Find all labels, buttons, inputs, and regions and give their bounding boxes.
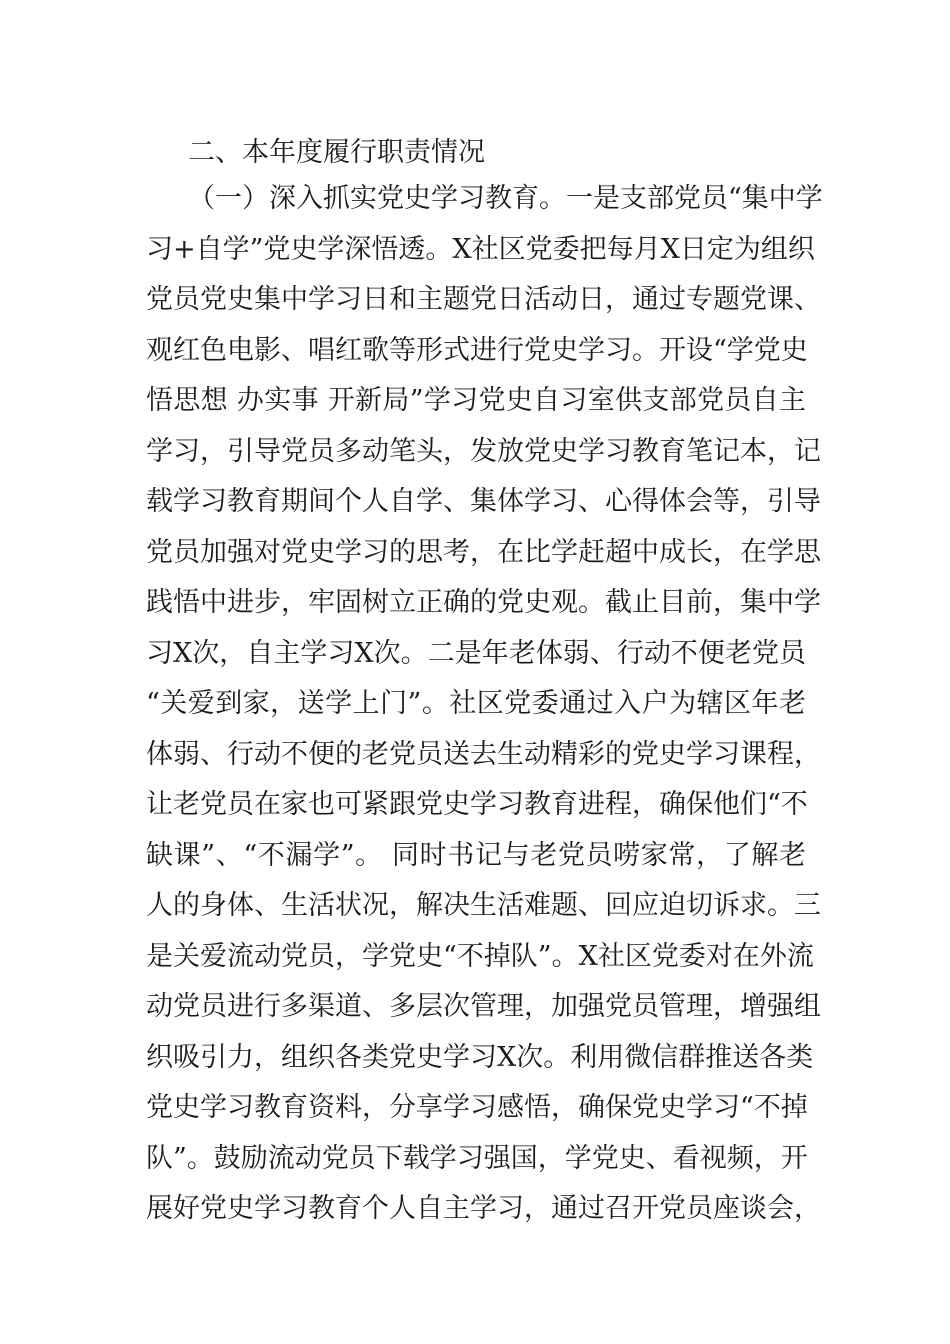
body-line: 党史学习教育资料，分享学习感悟，确保党史学习“不掉	[146, 1092, 808, 1123]
body-line: 人的身体、生活状况，解决生活难题、回应迫切诉求。三	[146, 890, 821, 921]
body-line: 党员党史集中学习日和主题党日活动日，通过专题党课、	[146, 284, 821, 315]
body-line: 缺课”、“不漏学”。 同时书记与老党员唠家常，了解老	[146, 839, 806, 871]
body-line: 习+自学”党史学深悟透。X社区党委把每月X日定为组织	[146, 233, 815, 265]
section-heading: 二、本年度履行职责情况	[188, 137, 485, 168]
body-line: （一）深入抓实党史学习教育。一是支部党员“集中学	[188, 183, 823, 214]
body-line: 悟思想 办实事 开新局”学习党史自习室供支部党员自主	[146, 385, 806, 416]
body-line: 队”。鼓励流动党员下载学习强国，学党史、看视频，开	[146, 1142, 808, 1174]
body-line: 织吸引力，组织各类党史学习X次。利用微信群推送各类	[146, 1041, 814, 1073]
body-line: 载学习教育期间个人自学、集体学习、心得体会等，引导	[146, 486, 821, 517]
body-line: 是关爱流动党员，学党史“不掉队”。X社区党委对在外流	[146, 940, 814, 972]
body-text	[146, 177, 823, 1238]
body-line: 让老党员在家也可紧跟党史学习教育进程，确保他们“不	[146, 789, 808, 820]
body-line: 动党员进行多渠道、多层次管理，加强党员管理，增强组	[146, 991, 821, 1022]
body-line: 学习，引导党员多动笔头，发放党史学习教育笔记本，记	[146, 435, 821, 467]
body-line: 习X次，自主学习X次。二是年老体弱、行动不便老党员	[146, 637, 806, 669]
body-line: 党员加强对党史学习的思考，在比学赶超中成长，在学思	[146, 536, 821, 568]
body-line: 体弱、行动不便的老党员送去生动精彩的党史学习课程，	[146, 738, 821, 770]
body-line: 观红色电影、唱红歌等形式进行党史学习。开设“学党史	[146, 334, 808, 366]
body-line: 展好党史学习教育个人自主学习，通过召开党员座谈会，	[146, 1193, 821, 1224]
body-line: 践悟中进步，牢固树立正确的党史观。截止目前，集中学	[146, 587, 821, 618]
body-line: “关爱到家，送学上门”。社区党委通过入户为辖区年老	[146, 688, 806, 719]
